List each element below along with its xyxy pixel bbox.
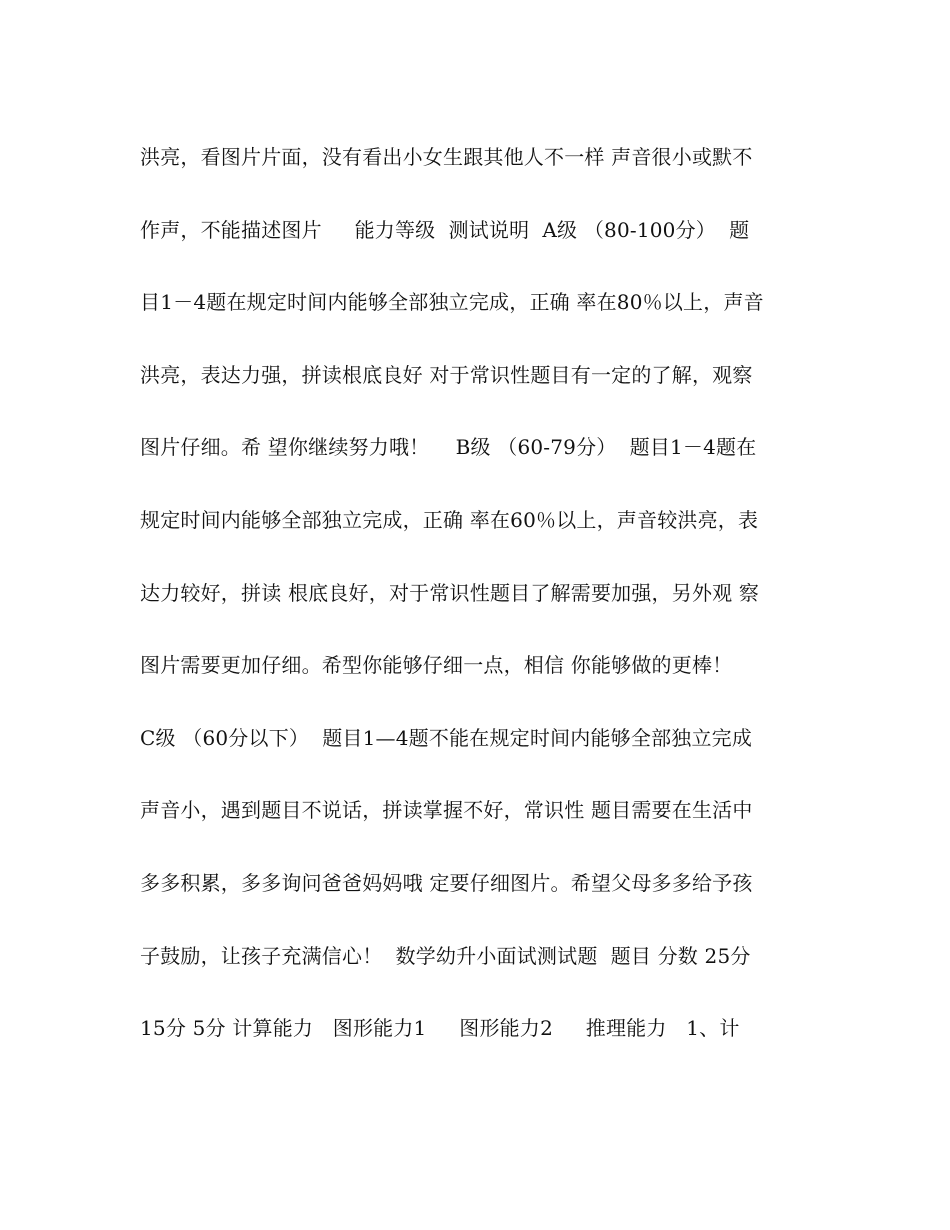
text-line: 作声，不能描述图片 能力等级 测试说明 A级 （80-100分） 题 [140, 217, 750, 242]
document-text-body [140, 133, 820, 1077]
text-line: 规定时间内能够全部独立完成，正确 率在60％以上，声音较洪亮，表 [140, 507, 759, 532]
text-line: 图片仔细。希 望你继续努力哦！ B级 （60-79分） 题目1－4题在 [140, 435, 757, 460]
text-line: 洪亮，表达力强，拼读根底良好 对于常识性题目有一定的了解，观察 [140, 362, 753, 387]
text-line: 目1－4题在规定时间内能够全部独立完成，正确 率在80％以上，声音 [140, 290, 764, 315]
text-line: 达力较好，拼读 根底良好，对于常识性题目了解需要加强，另外观 察 [140, 580, 760, 605]
text-line: C级 （60分以下） 题目1—4题不能在规定时间内能够全部独立完成 [140, 725, 753, 750]
text-line: 声音小，遇到题目不说话，拼读掌握不好，常识性 题目需要在生活中 [140, 798, 753, 823]
text-line: 子鼓励，让孩子充满信心！ 数学幼升小面试测试题 题目 分数 25分 [140, 943, 751, 968]
text-line: 多多积累，多多询问爸爸妈妈哦 定要仔细图片。希望父母多多给予孩 [140, 870, 753, 895]
text-line: 15分 5分 计算能力 图形能力1 图形能力2 推理能力 1、计 [140, 1016, 740, 1041]
text-line: 图片需要更加仔细。希型你能够仔细一点，相信 你能够做的更棒！ [140, 653, 733, 678]
text-line: 洪亮，看图片片面，没有看出小女生跟其他人不一样 声音很小或默不 [140, 145, 753, 169]
